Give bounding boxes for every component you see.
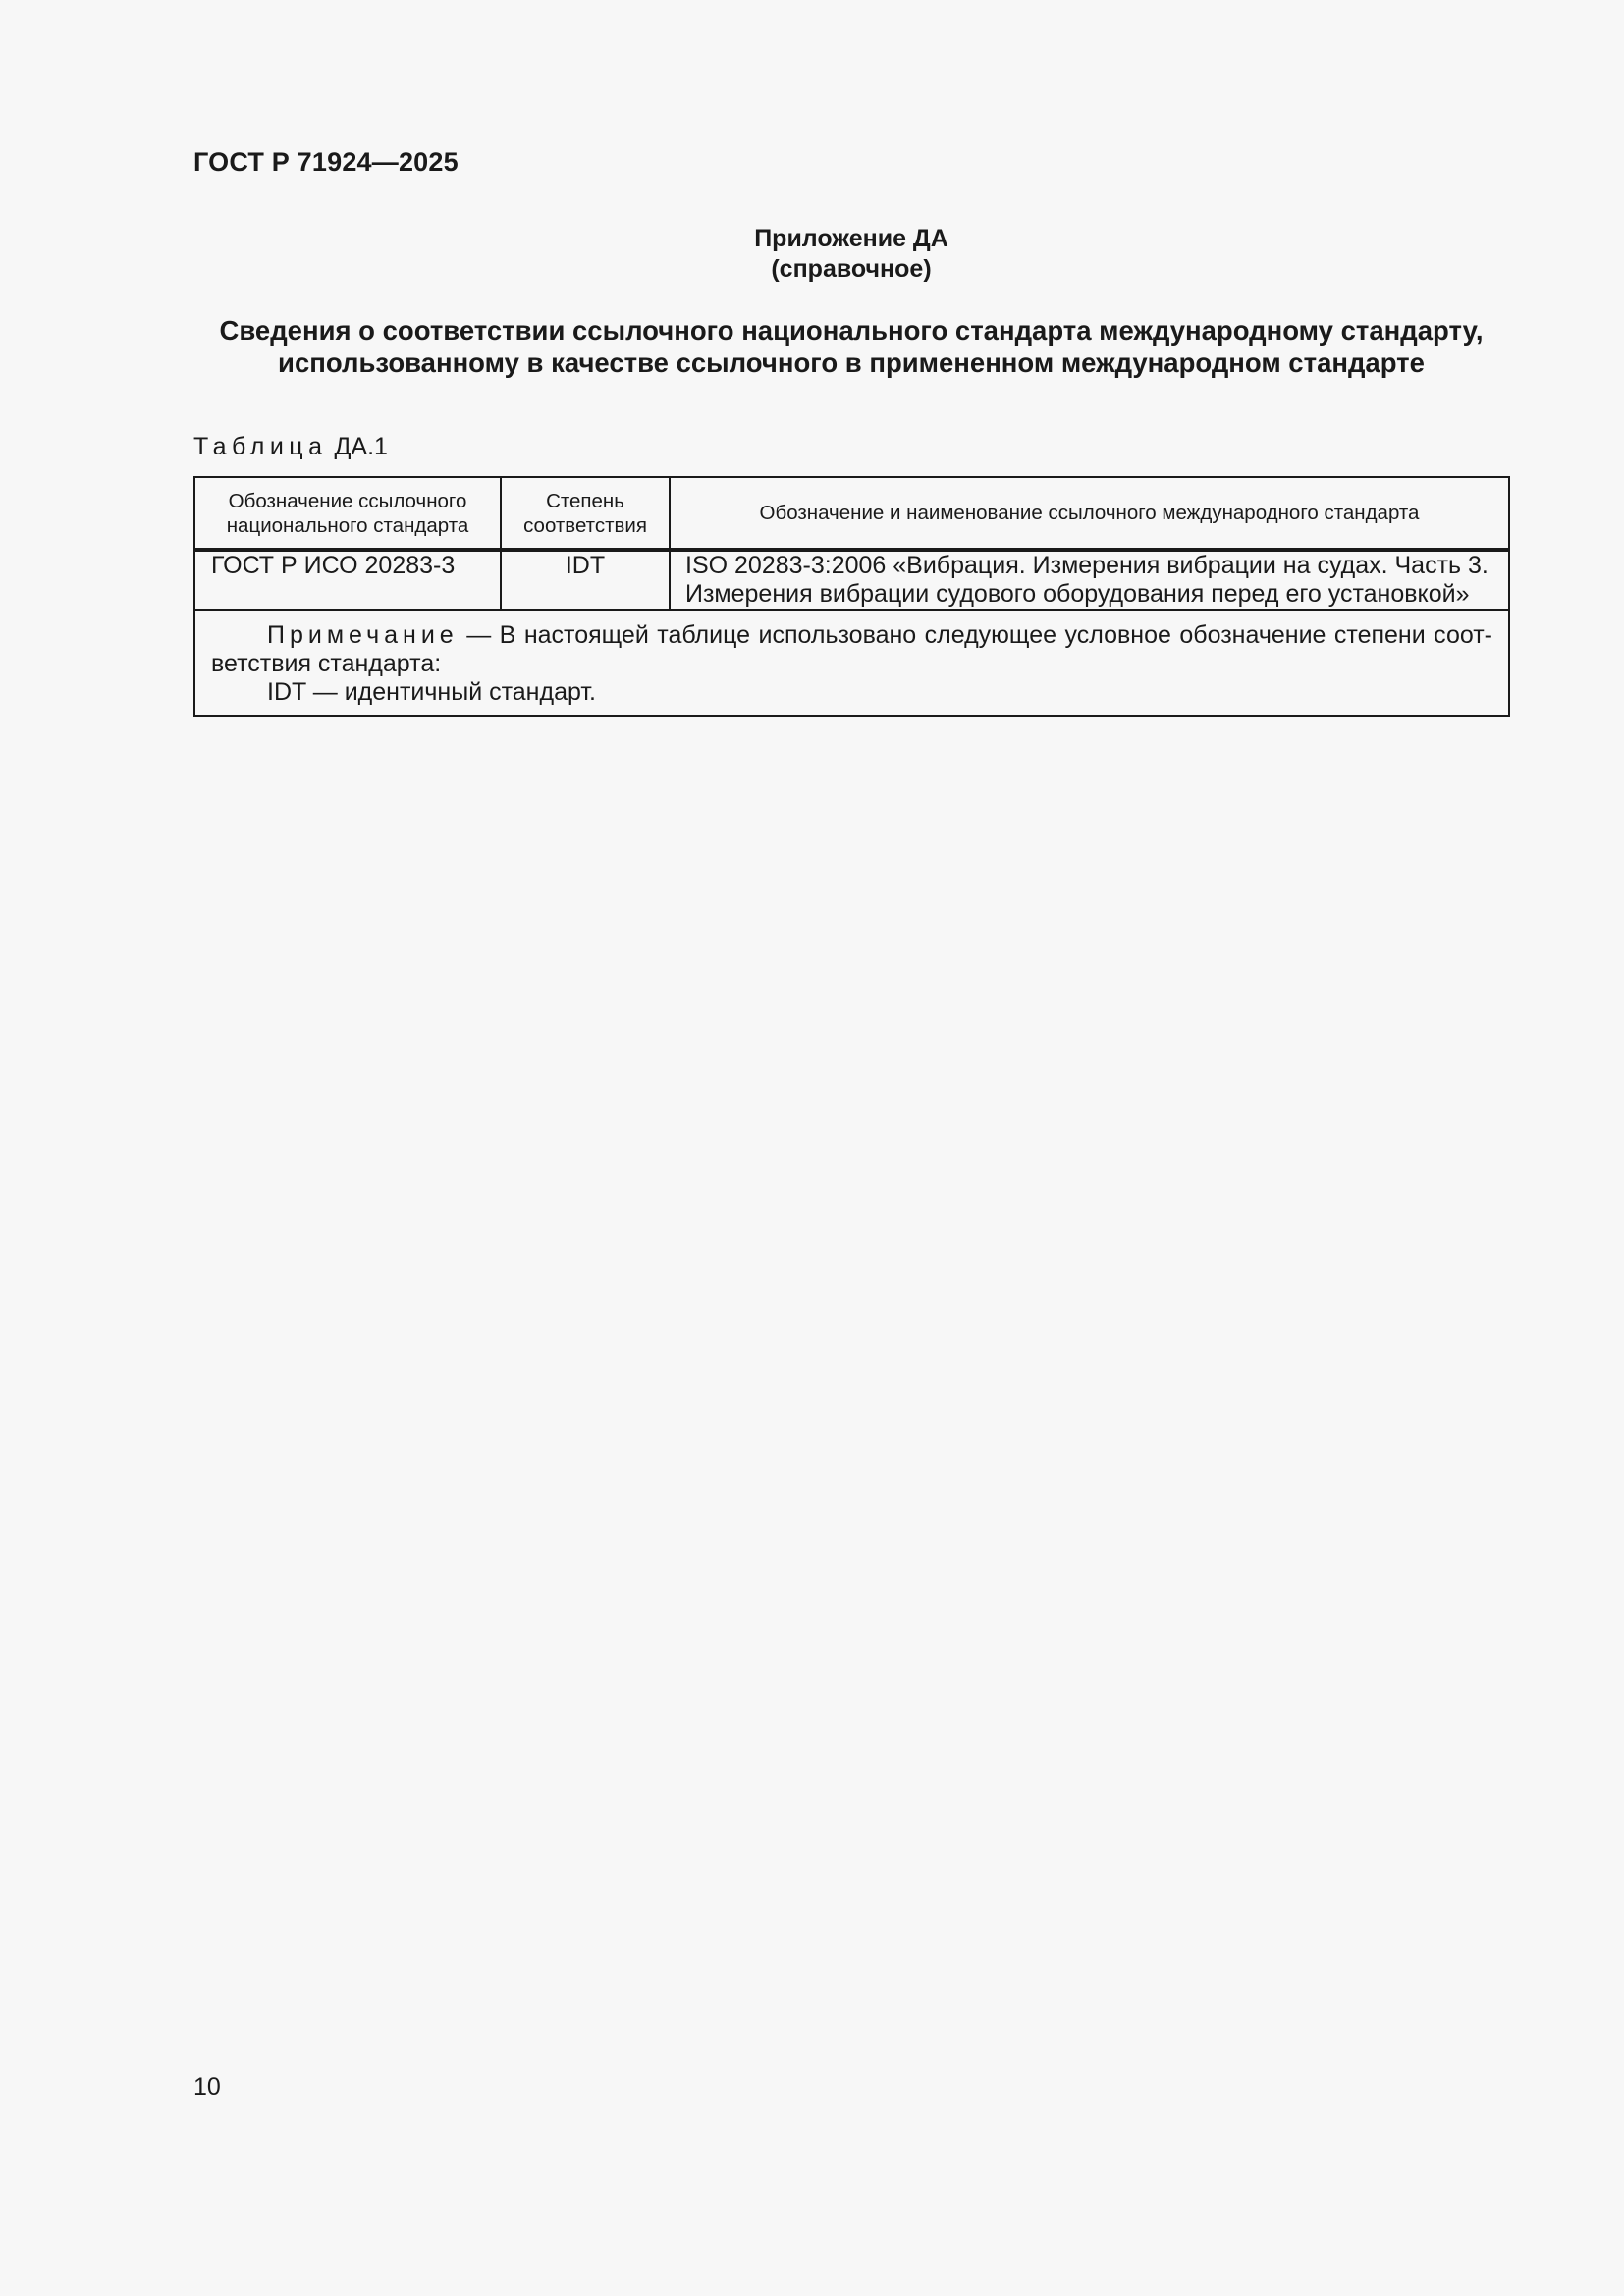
table-note-row (194, 610, 1509, 716)
intl-standard-line1: ISO 20283-3:2006 «Вибрация. Измерения вибрации на судах. Часть 3. (685, 552, 1489, 579)
section-title-line2: использованному в качестве ссылочного в примененном международном стандарте (278, 347, 1425, 378)
table-caption-word: Таблица (193, 433, 328, 460)
header-designation (194, 477, 501, 549)
note-line1 (211, 621, 1492, 650)
appendix-subtitle: (справочное) (771, 255, 932, 283)
document-code: ГОСТ Р 71924—2025 (193, 147, 459, 177)
appendix-heading (193, 224, 1509, 285)
header-degree-line1: Степень (546, 489, 624, 512)
table-caption (193, 433, 388, 461)
page-number: 10 (193, 2073, 221, 2101)
header-international-standard: Обозначение и наименование ссылочного международного стандарта (670, 477, 1509, 549)
cell-degree: IDT (501, 551, 670, 610)
note-line3: IDT — идентичный стандарт. (267, 678, 596, 706)
header-designation-line1: Обозначение ссылочного (228, 489, 467, 512)
header-degree (501, 477, 670, 549)
section-title (193, 314, 1509, 379)
note-line1-text: — В настоящей таблице использовано следующее условное обозначение степени соот- (466, 621, 1492, 649)
appendix-title: Приложение ДА (754, 225, 948, 252)
cell-designation: ГОСТ Р ИСО 20283-3 (194, 551, 501, 610)
table-row (194, 551, 1509, 610)
note-line2: ветствия стандарта: (211, 650, 442, 677)
reference-standards-table (193, 476, 1510, 717)
header-degree-line2: соответствия (523, 513, 647, 537)
header-designation-line2: национального стандарта (226, 513, 469, 537)
table-header-row (194, 477, 1509, 549)
section-title-line1: Сведения о соответствии ссылочного национального стандарта международному стандарту, (219, 315, 1484, 346)
table-caption-number: ДА.1 (334, 433, 388, 460)
note-label: Примечание (267, 621, 459, 649)
cell-international-standard (670, 551, 1509, 610)
table-note (194, 610, 1509, 716)
intl-standard-line2: Измерения вибрации судового оборудования перед его установкой» (685, 580, 1470, 608)
